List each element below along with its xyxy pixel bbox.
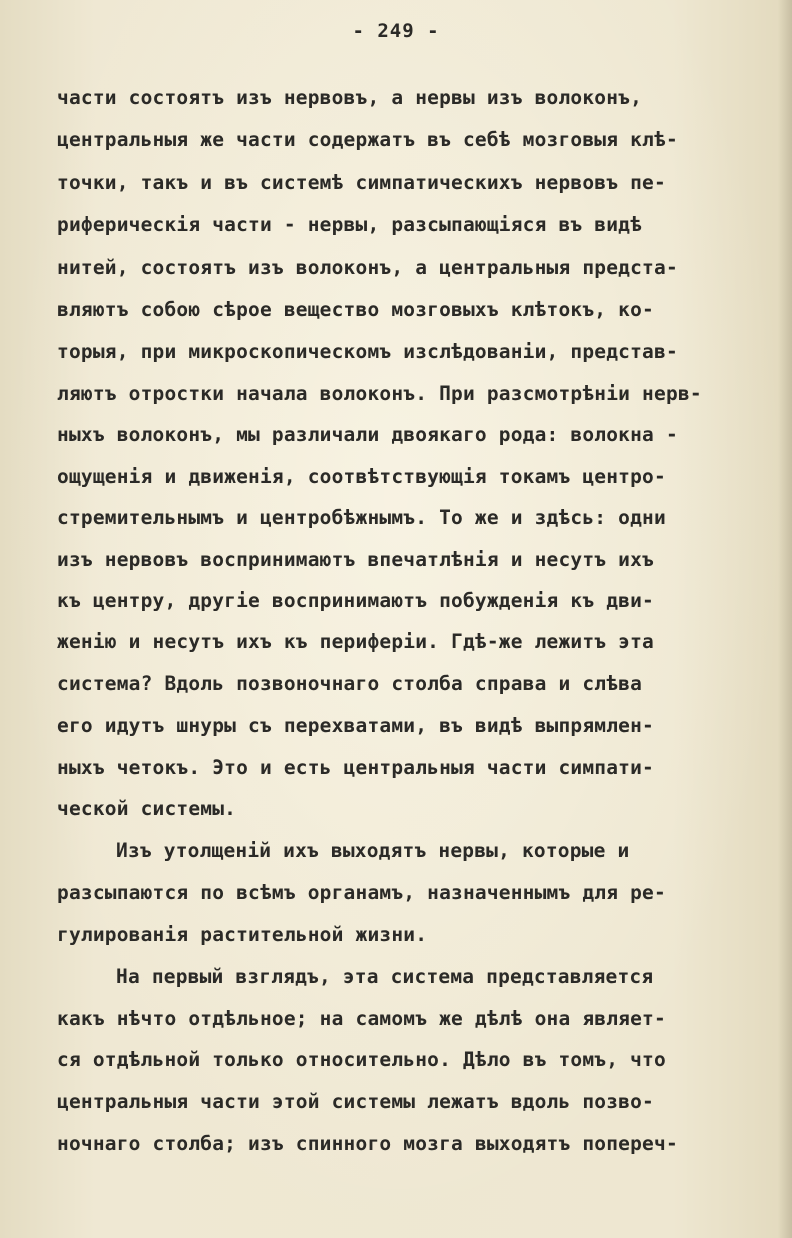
text-line: система? Вдоль позвоночнаго столба справа и слѣва [57, 672, 643, 695]
text-line: Изъ утолщеній ихъ выходятъ нервы, которые и [116, 839, 630, 862]
page-number: - 249 - [352, 20, 440, 42]
text-line: нитей, состоятъ изъ волоконъ, а центральныя предста- [57, 256, 678, 279]
text-line: центральныя же части содержатъ въ себѣ мозговыя клѣ- [57, 128, 678, 151]
text-line: точки, такъ и въ системѣ симпатическихъ нервовъ пе- [57, 171, 666, 194]
text-line: ночнаго столба; изъ спинного мозга выходятъ попереч- [57, 1132, 678, 1155]
text-line: ныхъ волоконъ, мы различали двоякаго рода: волокна - [57, 423, 678, 446]
text-line: вляютъ собою сѣрое вещество мозговыхъ клѣтокъ, ко- [57, 298, 654, 321]
text-line: изъ нервовъ воспринимаютъ впечатлѣнія и несутъ ихъ [57, 548, 654, 571]
text-line: На первый взглядъ, эта система представляется [116, 965, 654, 988]
text-line: какъ нѣчто отдѣльное; на самомъ же дѣлѣ она являет- [57, 1007, 666, 1030]
text-line: центральныя части этой системы лежатъ вдоль позво- [57, 1090, 654, 1113]
text-line: ческой системы. [57, 797, 237, 820]
text-line: разсыпаются по всѣмъ органамъ, назначеннымъ для ре- [57, 881, 666, 904]
text-line: риферическія части - нервы, разсыпающіяся въ видѣ [57, 213, 643, 236]
text-line: къ центру, другіе воспринимаютъ побужденія къ дви- [57, 589, 654, 612]
text-line: части состоятъ изъ нервовъ, а нервы изъ волоконъ, [57, 86, 643, 109]
text-line: ощущенія и движенія, соотвѣтствующія токамъ центро- [57, 465, 666, 488]
text-line: ныхъ четокъ. Это и есть центральныя части симпати- [57, 756, 654, 779]
text-line: гулированія растительной жизни. [57, 923, 428, 946]
text-line: стремительнымъ и центробѣжнымъ. То же и здѣсь: одни [57, 506, 666, 529]
text-line: ляютъ отростки начала волоконъ. При разсмотрѣніи нерв- [57, 382, 702, 405]
text-line: его идутъ шнуры съ перехватами, въ видѣ выпрямлен- [57, 714, 654, 737]
text-line: торыя, при микроскопическомъ изслѣдованіи, представ- [57, 340, 678, 363]
text-line: ся отдѣльной только относительно. Дѣло въ томъ, что [57, 1048, 666, 1071]
text-line: женію и несутъ ихъ къ периферіи. Гдѣ-же лежитъ эта [57, 630, 654, 653]
